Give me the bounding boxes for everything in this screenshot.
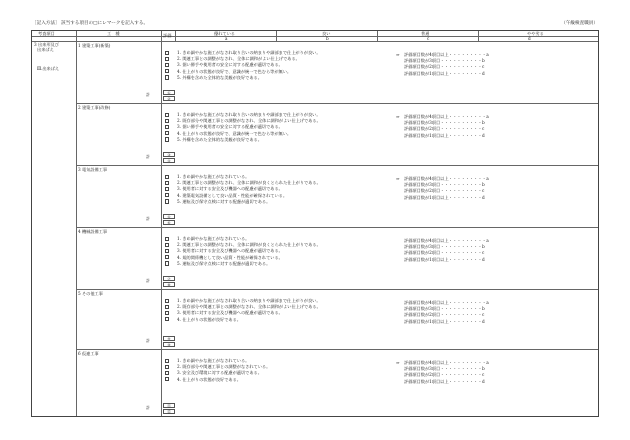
category-line3: Ⅲ.出来ばえ <box>37 66 60 71</box>
col-letter-c: c <box>427 35 430 41</box>
item-checkbox[interactable] <box>165 243 169 247</box>
item-text: 1. きめ細やかな施工がなされている。 <box>177 174 250 179</box>
item-checkbox[interactable] <box>165 75 169 79</box>
item-text: 4. 規的関係機として良い品質・性能が確保されている。 <box>177 254 283 260</box>
section-title: 5 その他工事 <box>78 291 103 296</box>
col-grade-a-header: 優れている <box>214 30 235 36</box>
category-line1: 3 出来形及び <box>34 41 59 47</box>
criteria-text: 評価項目数が3項目・・・・・・・・・・b <box>404 120 485 126</box>
criteria-text: 評価項目数が2項目・・・・・・・・・・c <box>404 312 485 318</box>
score-box[interactable]: ⑥ <box>163 220 175 225</box>
item-checkbox[interactable] <box>165 57 169 61</box>
criteria-text: 評価項目数が2項目・・・・・・・・・・c <box>404 250 485 256</box>
criteria-text: 評価項目数が1項目以上・・・・・・・・d <box>404 256 485 262</box>
item-text: 1. きめ細やかな施工がなされ取り合いの納まりや細部まで仕上がりが良い。 <box>177 112 321 117</box>
item-checkbox[interactable] <box>165 237 169 241</box>
score-box[interactable]: ⑤ <box>163 214 175 219</box>
arrow-icon: ⇒ <box>396 52 400 57</box>
item-checkbox[interactable] <box>165 317 169 321</box>
score-box[interactable]: ⑪ <box>163 403 175 408</box>
item-checkbox[interactable] <box>165 119 169 123</box>
score-box[interactable]: ⑦ <box>163 276 175 281</box>
criteria-text: 評価項目数が3項目・・・・・・・・・・b <box>404 366 485 372</box>
total-label: 計 <box>146 278 151 283</box>
total-label: 計 <box>146 405 151 410</box>
criteria-text: 評価項目数が1項目以上・・・・・・・・d <box>404 318 485 324</box>
criteria-text: 評価項目数が1項目以上・・・・・・・・d <box>404 378 485 384</box>
item-checkbox[interactable] <box>165 359 169 363</box>
section-title: 6 仮連工事 <box>78 351 99 356</box>
item-text: 2. 関連工事との調整がなされ、全体に調和がよい仕上げである。 <box>177 56 300 62</box>
item-text: 5. 運転及び保守点検に対する配慮が適切である。 <box>177 198 271 204</box>
item-text: 2. 既存部分や関連工事との調整がなされている。 <box>177 364 271 370</box>
col-rating-header: 評価 <box>163 33 172 38</box>
item-checkbox[interactable] <box>165 199 169 203</box>
item-checkbox[interactable] <box>165 193 169 197</box>
item-checkbox[interactable] <box>165 377 169 381</box>
item-text: 3. 使用者に対する安全及び機器への配慮が適切である。 <box>177 186 283 192</box>
criteria-text: 評価項目数が3項目・・・・・・・・・・b <box>404 244 485 250</box>
criteria-text: 評価項目数が3項目・・・・・・・・・・b <box>404 306 485 312</box>
score-box[interactable]: ⑩ <box>163 342 175 347</box>
evaluator-label: （午級検査職員） <box>561 21 598 26</box>
item-checkbox[interactable] <box>165 249 169 253</box>
criteria-text: 評価項目数が2項目・・・・・・・・・・c <box>404 188 485 194</box>
item-checkbox[interactable] <box>165 187 169 191</box>
item-text: 1. きめ細やかな施工がなされ取り合いの納まりや細部まで仕上がりが良い。 <box>177 50 321 55</box>
item-text: 1. きめ細やかな施工がなされている。 <box>177 236 250 241</box>
criteria-text: 評価項目数が4項目以上・・・・・・・・・a <box>404 176 489 181</box>
evaluation-table <box>31 30 599 417</box>
col-letter-b: b <box>326 35 329 41</box>
item-checkbox[interactable] <box>165 311 169 315</box>
score-box[interactable]: ⑨ <box>163 336 175 341</box>
item-text: 3. 据い勝手や使用者の安全に対する配慮が適切である。 <box>177 124 283 130</box>
item-text: 4. 建築電気設備として良い品質・性能が確保されている。 <box>177 192 288 198</box>
criteria-text: 評価項目数が4項目以上・・・・・・・・・a <box>404 300 489 305</box>
criteria-text: 評価項目数が3項目・・・・・・・・・・b <box>404 182 485 188</box>
total-label: 計 <box>146 92 151 97</box>
arrow-icon: ⇒ <box>396 176 400 181</box>
item-checkbox[interactable] <box>165 255 169 259</box>
item-checkbox[interactable] <box>165 63 169 67</box>
item-checkbox[interactable] <box>165 181 169 185</box>
item-checkbox[interactable] <box>165 137 169 141</box>
col-letter-a: a <box>225 35 228 41</box>
item-text: 3. 安全及び環境に対する配慮が適切である。 <box>177 370 262 376</box>
criteria-text: 評価項目数が4項目以上・・・・・・・・・a <box>404 114 489 119</box>
col-item-header: 考査項目 <box>38 31 55 36</box>
item-checkbox[interactable] <box>165 131 169 135</box>
arrow-icon: ⇒ <box>396 114 400 119</box>
criteria-text: 評価項目数が2項目・・・・・・・・・・c <box>404 64 485 70</box>
score-box[interactable]: ② <box>163 96 175 101</box>
item-text: 4. 仕上がりの状態が良好である。 <box>177 376 241 382</box>
score-box[interactable]: ③ <box>163 152 175 157</box>
item-text: 4. 仕上がりの状態が良好である。 <box>177 316 241 322</box>
item-checkbox[interactable] <box>165 371 169 375</box>
item-text: 4. 仕上がりの状態が良好で、意識が統一で色むら等が無い。 <box>177 68 292 74</box>
item-text: 5. 外構を含めた全体的な美観が良好である。 <box>177 74 262 80</box>
arrow-icon: ⇒ <box>396 360 400 365</box>
score-box[interactable]: ⑧ <box>163 282 175 287</box>
score-box[interactable]: ④ <box>163 158 175 163</box>
item-checkbox[interactable] <box>165 299 169 303</box>
criteria-text: 評価項目数が2項目・・・・・・・・・・c <box>404 126 485 132</box>
criteria-text: 評価項目数が4項目以上・・・・・・・・・a <box>404 52 489 57</box>
score-box[interactable]: ⑫ <box>163 409 175 414</box>
item-text: 3. 使用者に対する安全及び機器への配慮が適切である。 <box>177 248 283 254</box>
col-grade-b-header: 良い <box>322 30 331 36</box>
criteria-text: 評価項目数が4項目以上・・・・・・・・・a <box>404 238 489 243</box>
item-text: 3. 据い勝手や使用者の安全に対する配慮が適切である。 <box>177 62 283 68</box>
col-grade-c-header: 普通 <box>421 30 430 36</box>
item-text: 4. 仕上がりの状態が良好で、意識が統一で色むら等が無い。 <box>177 130 292 136</box>
item-checkbox[interactable] <box>165 125 169 129</box>
criteria-text: 評価項目数が1項目以上・・・・・・・・d <box>404 70 485 76</box>
item-text: 2. 既存部分や関連工事との調整がなされ、全体に調和がよい仕上げである。 <box>177 118 321 124</box>
col-grade-d-header: やや劣る <box>527 30 544 36</box>
item-checkbox[interactable] <box>165 175 169 179</box>
total-label: 計 <box>146 154 151 159</box>
item-checkbox[interactable] <box>165 69 169 73</box>
item-checkbox[interactable] <box>165 113 169 117</box>
criteria-text: 評価項目数が1項目以上・・・・・・・・d <box>404 132 485 138</box>
total-label: 計 <box>146 338 151 343</box>
section-title: 2 建築工事(改修) <box>78 105 111 110</box>
instruction-text: ［記入方法］ 該当する項目の□にレマークを記入する。 <box>32 21 149 26</box>
score-box[interactable]: ① <box>163 90 175 95</box>
criteria-text: 評価項目数が4項目以上・・・・・・・・・a <box>404 360 489 365</box>
col-worktype-header: 工 種 <box>107 31 120 36</box>
item-checkbox[interactable] <box>165 51 169 55</box>
item-checkbox[interactable] <box>165 305 169 309</box>
criteria-text: 評価項目数が3項目・・・・・・・・・・b <box>404 58 485 64</box>
item-text: 5. 運転及び保守点検に対する配慮が適切である。 <box>177 260 271 266</box>
criteria-text: 評価項目数が1項目以上・・・・・・・・d <box>404 194 485 200</box>
item-checkbox[interactable] <box>165 365 169 369</box>
section-title: 3 電気設備工事 <box>78 167 108 172</box>
criteria-text: 評価項目数が2項目・・・・・・・・・・c <box>404 372 485 378</box>
col-letter-d: d <box>528 35 531 41</box>
section-title: 1 建築工事(新築) <box>78 43 111 48</box>
section-title: 4 機械設備工事 <box>78 229 108 234</box>
item-text: 3. 使用者に対する安全及び機器への配慮が適切である。 <box>177 310 283 316</box>
item-text: 1. きめ細やかな施工がなされている。 <box>177 358 250 363</box>
item-text: 2. 関連工事との調整がなされ、全体に調和が良くとられた仕上がりである。 <box>177 180 321 186</box>
category-line2: 出来ばえ <box>37 46 54 52</box>
item-text: 1. きめ細やかな施工がなされ取り合いの納まりや細部まで仕上がりが良い。 <box>177 298 321 303</box>
item-text: 2. 関連工事との調整がなされ、全体に調和が良くとられた仕上がりである。 <box>177 242 321 248</box>
item-text: 2. 既存部分や関連工事との調整がなされ、全体に調和がよい仕上げである。 <box>177 304 321 310</box>
total-label: 計 <box>146 216 151 221</box>
item-text: 5. 外構を含めた全体的な美観が良好である。 <box>177 136 262 142</box>
item-checkbox[interactable] <box>165 261 169 265</box>
